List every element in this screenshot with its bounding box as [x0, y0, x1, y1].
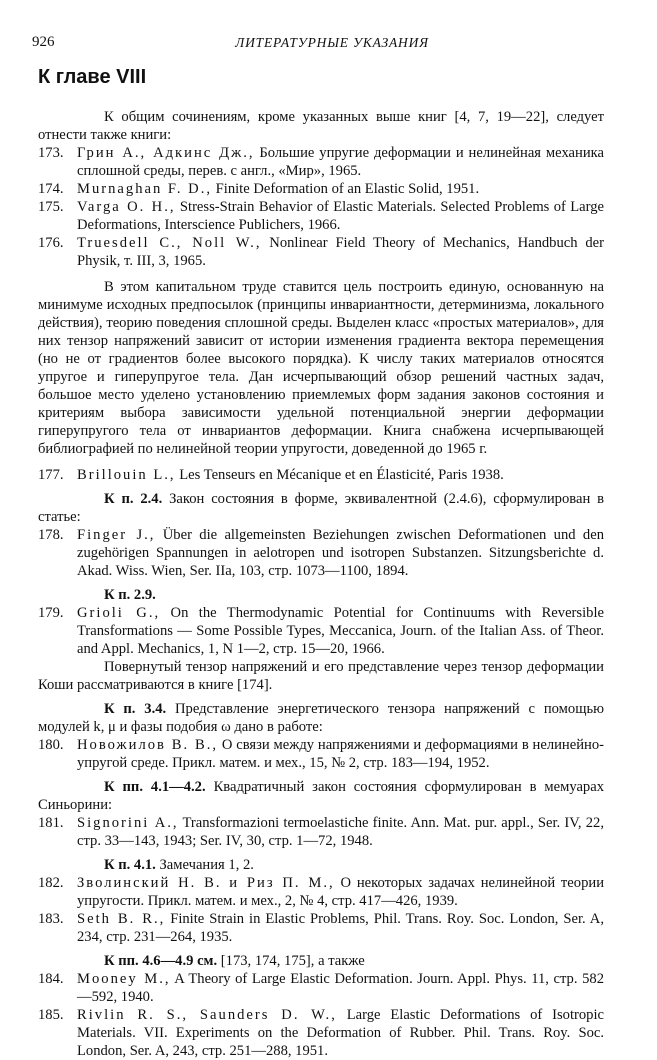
ref-text: Большие упругие деформации и нелинейная механика сплошной среды, перев. с англ., «Мир», 1965. [77, 145, 604, 179]
ref-text: О некоторых задачах нелинейной теории упругости. Прикл. матем. и мех., 2, № 4, стр. 417—426, 1939. [77, 875, 604, 909]
ref-number: 181. [38, 815, 64, 831]
annotation-176: В этом капитальном труде ставится цель построить единую, основанную на минимуме исходных предпосылок (принципы инвариантности, детерминизма, локального действия), теорию поведения сплошной среды. Выделен класс «простых материалов», для них тензор напряжений зависит от истории изменения градиента вектора перемещения (но не от градиентов более высокого порядка). К числу таких материалов относятся упругое и гиперупругое тела. Дан исчерпывающий обзор решений частных задач, большое место уделено установлению приемлемых форм задания законов состояния и критериям выбора зависимости удельной потенциальной энергии деформации гиперупругого тела от инвариантов деформации. Книга снабжена исчерпывающей библиографией по нелинейной теории упругости, доведенной до 1965 г. [38, 279, 604, 457]
ref-text: Nonlinear Field Theory of Mechanics, Handbuch der Physik, т. III, 3, 1965. [77, 235, 604, 269]
ref-text: A Theory of Large Elastic Deformation. Journ. Appl. Phys. 11, стр. 582—592, 1940. [77, 971, 604, 1005]
ref-text: Stress-Strain Behavior of Elastic Materials. Selected Problems of Large Deformations, Interscience Publichers, 1966. [77, 199, 605, 233]
ref-text: Finite Deformation of an Elastic Solid, 1951. [212, 181, 480, 197]
ref-number: 182. [38, 875, 64, 891]
ref-number: 184. [38, 971, 64, 987]
reference-182 [38, 874, 604, 910]
body-text [38, 108, 604, 1060]
ref-number: 174. [38, 181, 64, 197]
section-text: Представление энергетического тензора напряжений с помощью модулей k, μ и фазы подобия ω дано в работе: [38, 701, 604, 735]
ref-number: 175. [38, 199, 64, 215]
section-note-2-9 [38, 586, 604, 604]
section-label: К пп. 4.6—4.9 см. [104, 953, 218, 969]
ref-text: О связи между напряжениями и деформациями в нелинейно-упругой среде. Прикл. матем. и мех., 15, № 2, стр. 183—194, 1952. [77, 737, 604, 771]
reference-180 [38, 736, 604, 772]
intro-paragraph: К общим сочинениям, кроме указанных выше книг [4, 7, 19—22], следует отнести также книги: [38, 109, 604, 143]
chapter-title: К главе VIII [38, 66, 147, 88]
ref-authors: Truesdell C., Noll W., [77, 235, 262, 251]
ref-authors: Mooney M., [77, 971, 171, 987]
section-label: К п. 2.4. [104, 491, 163, 507]
ref-number: 173. [38, 145, 64, 161]
section-note-4-1 [38, 856, 604, 874]
section-note-4-6-4-9 [38, 952, 604, 970]
reference-181 [38, 814, 604, 850]
ref-authors: Seth B. R., [77, 911, 166, 927]
reference-179 [38, 604, 604, 658]
ref-number: 180. [38, 737, 64, 753]
ref-authors: Signorini A., [77, 815, 179, 831]
ref-number: 176. [38, 235, 64, 251]
reference-183 [38, 910, 604, 946]
reference-174 [38, 180, 604, 198]
ref-authors: Grioli G., [77, 605, 161, 621]
section-label: К п. 4.1. [104, 857, 156, 873]
section-note-2-9-comment: Повернутый тензор напряжений и его представление через тензор деформации Коши рассматриваются в книге [174]. [38, 659, 604, 693]
ref-text: Über die allgemeinsten Beziehungen zwischen Deformationen und den zugehörigen Spannungen in aelotropen und isotropen Substanzen. Sitzungsberichte d. Akad. Wiss. Wien, Ser. IIa, 103, стр. 1073—1100, 1894. [77, 527, 604, 579]
ref-authors: Грин А., Адкинс Дж., [77, 145, 255, 161]
running-title: ЛИТЕРАТУРНЫЕ УКАЗАНИЯ [235, 35, 429, 50]
section-note-4-1-4-2 [38, 778, 604, 814]
ref-text: Finite Strain in Elastic Problems, Phil. Trans. Roy. Soc. London, Ser. A, 234, стр. 231—264, 1935. [77, 911, 604, 945]
reference-178 [38, 526, 604, 580]
ref-text: Les Tenseurs en Mécanique et en Élasticité, Paris 1938. [175, 467, 504, 483]
ref-authors: Новожилов В. В., [77, 737, 219, 753]
section-text: [173, 174, 175], а также [217, 953, 365, 969]
page-header [32, 34, 632, 54]
page-number: 926 [32, 34, 55, 50]
ref-authors: Murnaghan F. D., [77, 181, 213, 197]
reference-173 [38, 144, 604, 180]
reference-184 [38, 970, 604, 1006]
section-text: Закон состояния в форме, эквивалентной (2.4.6), сформулирован в статье: [38, 491, 605, 525]
ref-authors: Зволинский Н. В. и Риз П. М., [77, 875, 335, 891]
ref-number: 178. [38, 527, 64, 543]
ref-number: 183. [38, 911, 64, 927]
reference-175 [38, 198, 604, 234]
ref-number: 179. [38, 605, 64, 621]
ref-number: 185. [38, 1007, 64, 1023]
reference-176 [38, 234, 604, 270]
ref-text: On the Thermodynamic Potential for Continuums with Reversible Transformations — Some Possible Types, Meccanica, Journ. of the Italian Ass. of Theor. and Appl. Mechanics, 1, N 1—2, стр. 15—20, 1966. [77, 605, 604, 657]
reference-185 [38, 1006, 604, 1060]
ref-authors: Finger J., [77, 527, 156, 543]
ref-authors: Brillouin L., [77, 467, 176, 483]
ref-authors: Rivlin R. S., Saunders D. W., [77, 1007, 337, 1023]
ref-authors: Varga O. H., [77, 199, 176, 215]
section-note-2-4 [38, 490, 604, 526]
section-label: К п. 3.4. [104, 701, 167, 717]
section-text: Квадратичный закон состояния сформулирован в мемуарах Синьорини: [38, 779, 604, 813]
reference-177 [38, 466, 604, 484]
ref-number: 177. [38, 467, 64, 483]
ref-text: Large Elastic Deformations of Isotropic Materials. VII. Experiments on the Deformation of Rubber. Phil. Trans. Roy. Soc. London, Ser. A, 243, стр. 251—288, 1951. [77, 1007, 604, 1059]
section-note-3-4 [38, 700, 604, 736]
section-label: К пп. 4.1—4.2. [104, 779, 206, 795]
ref-text: Transformazioni termoelastiche finite. Ann. Mat. pur. appl., Ser. IV, 22, стр. 33—143, 1943; Ser. IV, 30, стр. 1—72, 1948. [77, 815, 604, 849]
section-text: Замечания 1, 2. [155, 857, 254, 873]
section-label: К п. 2.9. [104, 587, 156, 603]
